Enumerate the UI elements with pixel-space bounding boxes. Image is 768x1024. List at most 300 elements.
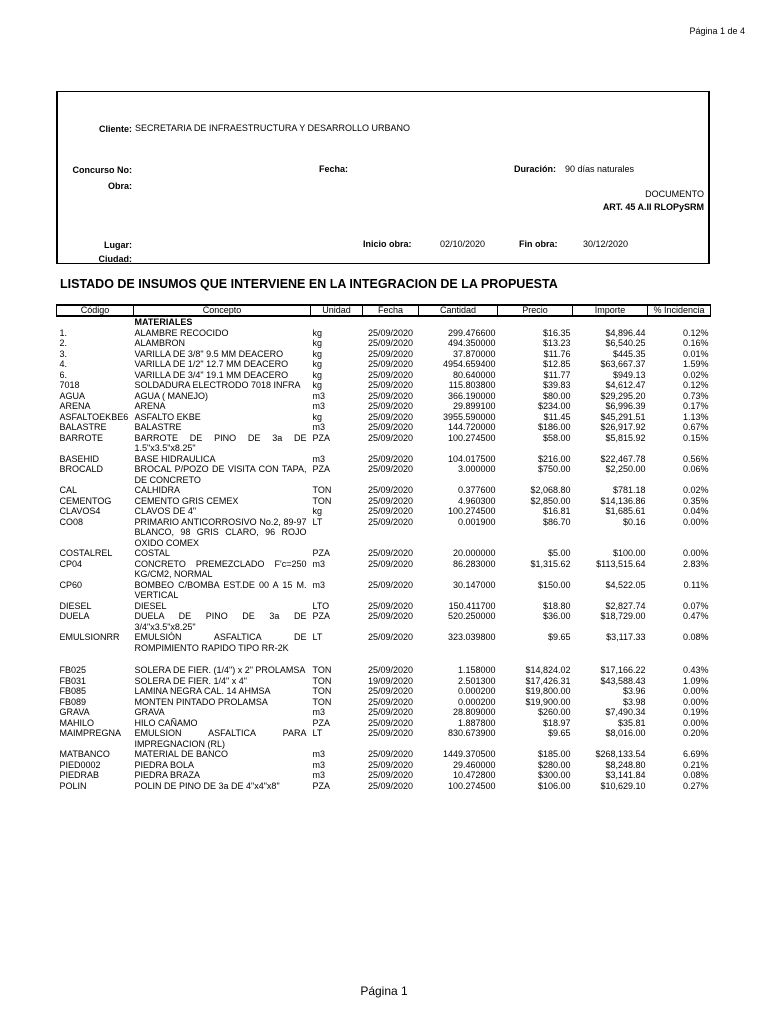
cell-codigo: MATBANCO <box>59 749 110 759</box>
cell-precio: $17,426.31 <box>525 675 571 686</box>
cell-codigo: BALASTRE <box>59 422 107 432</box>
cell-codigo: POLIN <box>59 780 87 791</box>
cell-precio: $11.76 <box>543 348 571 359</box>
cell-incidencia: 0.00% <box>682 717 709 728</box>
cell-cantidad: 323.039800 <box>447 632 496 642</box>
cell-importe: $2,827.74 <box>605 600 646 611</box>
cell-concepto: BALASTRE <box>134 422 182 432</box>
cell-concepto: MATERIAL DE BANCO <box>134 749 229 759</box>
table-row <box>57 401 711 412</box>
lugar-label: Lugar: <box>104 240 132 250</box>
table-row <box>57 328 711 339</box>
cell-fecha: 25/09/2020 <box>367 611 414 621</box>
cell-incidencia: 0.21% <box>682 759 709 770</box>
cell-fecha: 25/09/2020 <box>367 759 414 770</box>
cell-fecha: 25/09/2020 <box>367 665 414 675</box>
cell-importe: $3,117.33 <box>606 632 646 642</box>
cell-concepto: VARILLA DE 1/2" 12.7 MM DEACERO <box>134 359 289 369</box>
cell-codigo: ARENA <box>59 401 91 411</box>
cell-incidencia: 0.15% <box>682 432 709 443</box>
cell-fecha: 25/09/2020 <box>367 579 414 590</box>
cell-unidad: kg <box>312 348 323 359</box>
cell-precio: $18.97 <box>542 717 571 728</box>
cell-incidencia: 6.69% <box>682 749 709 759</box>
cell-concepto: VARILLA DE 3/8" 9.5 MM DEACERO <box>134 348 284 359</box>
cell-codigo: EMULSIONRR <box>59 632 120 642</box>
cell-unidad: m3 <box>312 759 326 770</box>
cell-importe: $29,295.20 <box>600 390 646 401</box>
cell-concepto: BASE HIDRAULICA <box>134 453 216 464</box>
cell-cantidad: 37.870000 <box>452 348 496 359</box>
articulo-text: ART. 45 A.II RLOPySRM <box>602 202 704 212</box>
cell-codigo: FB085 <box>59 686 87 696</box>
cell-importe: $35.81 <box>617 717 646 728</box>
cell-unidad: m3 <box>312 579 326 590</box>
concurso-label: Concurso No: <box>72 165 132 175</box>
cell-cantidad: 29.460000 <box>452 759 496 770</box>
inicio-obra-label: Inicio obra: <box>363 239 412 249</box>
cell-incidencia: 0.06% <box>682 464 709 474</box>
cell-importe: $949.13 <box>612 369 646 380</box>
col-header-fecha: Fecha <box>363 305 419 316</box>
cell-codigo: BASEHID <box>59 453 100 464</box>
cell-concepto: ARENA <box>134 401 166 411</box>
cell-cantidad: 0.377600 <box>457 485 496 495</box>
cell-unidad: LTO <box>312 600 330 611</box>
cell-importe: $14,136.86 <box>600 495 646 506</box>
cell-fecha: 25/09/2020 <box>367 338 414 348</box>
col-header-importe: Importe <box>573 305 648 316</box>
cell-codigo: CEMENTOG <box>59 495 112 506</box>
table-row <box>57 559 711 580</box>
cell-unidad: TON <box>312 495 332 506</box>
table-row <box>57 464 711 485</box>
col-header-codigo: Código <box>57 305 134 316</box>
cell-incidencia: 0.27% <box>682 780 709 791</box>
cell-precio: $86.70 <box>542 516 571 527</box>
cliente-value: SECRETARIA DE INFRAESTRUCTURA Y DESARROLLO URBANO <box>135 123 411 133</box>
cell-cantidad: 29.899100 <box>452 401 496 411</box>
cell-codigo: CO08 <box>59 516 84 527</box>
cell-concepto: DUELA DE PINO DE 3a DE 3/4"x3.5"x8.25" <box>134 611 307 632</box>
insumos-table <box>56 304 710 791</box>
footer-page-number: Página 1 <box>360 984 408 998</box>
cell-precio: $19,800.00 <box>525 686 571 696</box>
cell-importe: $5,815.92 <box>605 432 646 443</box>
cell-cantidad: 20.000000 <box>452 548 496 558</box>
header-box <box>56 91 710 264</box>
cell-incidencia: 0.02% <box>682 485 709 495</box>
cell-cantidad: 366.190000 <box>447 390 496 401</box>
cell-unidad: LT <box>312 728 323 738</box>
cell-fecha: 25/09/2020 <box>367 548 414 558</box>
cell-precio: $19,900.00 <box>525 696 571 707</box>
cell-unidad: m3 <box>312 453 326 464</box>
cell-fecha: 25/09/2020 <box>367 359 414 369</box>
duracion-value: 90 días naturales <box>565 164 635 174</box>
cell-concepto: MONTEN PINTADO PROLAMSA <box>134 696 268 707</box>
cell-unidad: kg <box>312 369 323 380</box>
cell-concepto: PIEDRA BOLA <box>134 759 195 770</box>
table-row <box>57 433 711 454</box>
cell-cantidad: 299.476600 <box>447 327 496 338</box>
cell-importe: $6,540.25 <box>605 338 646 348</box>
table-row <box>57 686 711 697</box>
document-title: LISTADO DE INSUMOS QUE INTERVIENE EN LA INTEGRACION DE LA PROPUESTA <box>60 277 558 291</box>
section-row <box>57 316 711 328</box>
cell-codigo: 3. <box>59 348 68 359</box>
cell-codigo: 4. <box>59 359 68 369</box>
table-row <box>57 412 711 423</box>
cell-incidencia: 0.20% <box>682 728 709 738</box>
cell-concepto: GRAVA <box>134 707 165 717</box>
cell-importe: $8,016.00 <box>605 728 646 738</box>
cell-fecha: 25/09/2020 <box>367 348 414 359</box>
cell-fecha: 25/09/2020 <box>367 411 414 422</box>
cliente-label: Cliente: <box>98 124 132 134</box>
cell-codigo: MAHILO <box>59 717 95 728</box>
cell-cantidad: 0.000200 <box>457 686 496 696</box>
cell-codigo: PIEDRAB <box>59 770 100 780</box>
cell-unidad: LT <box>312 516 323 527</box>
cell-importe: $43,588.43 <box>600 675 646 686</box>
cell-codigo: FB031 <box>59 675 87 686</box>
cell-cantidad: 830.673900 <box>447 728 496 738</box>
cell-cantidad: 144.720000 <box>447 422 496 432</box>
cell-cantidad: 100.274500 <box>447 780 496 791</box>
cell-precio: $234.00 <box>537 401 571 411</box>
cell-codigo: FB089 <box>59 696 87 707</box>
cell-codigo: 7018 <box>59 380 80 390</box>
cell-incidencia: 0.08% <box>682 632 709 642</box>
table-row <box>57 370 711 381</box>
cell-precio: $80.00 <box>542 390 571 401</box>
cell-unidad: kg <box>312 506 323 516</box>
cell-cantidad: 80.640000 <box>452 369 496 380</box>
cell-unidad: kg <box>312 380 323 390</box>
cell-precio: $12.85 <box>542 359 571 369</box>
cell-cantidad: 104.017500 <box>447 453 496 464</box>
cell-incidencia: 0.12% <box>682 327 709 338</box>
cell-cantidad: 150.411700 <box>448 600 496 611</box>
cell-importe: $4,522.05 <box>605 579 646 590</box>
cell-cantidad: 1449.370500 <box>442 749 496 759</box>
cell-precio: $2,850.00 <box>530 495 571 506</box>
cell-fecha: 19/09/2020 <box>367 675 414 686</box>
cell-precio: $13.23 <box>542 338 571 348</box>
cell-importe: $445.35 <box>612 348 646 359</box>
cell-importe: $4,612.47 <box>605 380 646 390</box>
cell-codigo: AGUA <box>59 390 86 401</box>
cell-cantidad: 100.274500 <box>447 506 496 516</box>
cell-cantidad: 30.147000 <box>452 579 496 590</box>
cell-concepto: ALAMBRON <box>134 338 186 348</box>
table-row <box>57 728 711 749</box>
table-row <box>57 707 711 718</box>
cell-precio: $2,068.80 <box>530 485 571 495</box>
cell-cantidad: 1.887800 <box>457 717 496 728</box>
cell-codigo: COSTALREL <box>59 548 113 558</box>
page-indicator: Página 1 de 4 <box>689 26 745 36</box>
cell-incidencia: 0.00% <box>682 686 709 696</box>
table-row <box>57 676 711 687</box>
cell-fecha: 25/09/2020 <box>367 432 414 443</box>
cell-precio: $186.00 <box>537 422 571 432</box>
section-label: MATERIALES <box>134 317 193 327</box>
cell-concepto: BOMBEO C/BOMBA EST.DE 00 A 15 M. VERTICAL <box>134 579 307 600</box>
cell-unidad: TON <box>312 485 332 495</box>
cell-unidad: LT <box>312 632 323 642</box>
cell-importe: $18,729.00 <box>600 611 646 621</box>
cell-cantidad: 28.809000 <box>452 707 496 717</box>
cell-incidencia: 0.00% <box>682 516 709 527</box>
cell-incidencia: 0.35% <box>682 495 709 506</box>
cell-importe: $6,996.39 <box>605 401 646 411</box>
cell-importe: $3.96 <box>622 686 646 696</box>
table-row <box>57 770 711 781</box>
cell-incidencia: 0.04% <box>682 506 709 516</box>
cell-concepto: CALHIDRA <box>134 485 181 495</box>
table-row <box>57 632 711 665</box>
table-row <box>57 422 711 433</box>
cell-unidad: TON <box>312 665 332 675</box>
cell-fecha: 25/09/2020 <box>367 464 414 474</box>
obra-label: Obra: <box>107 181 132 191</box>
cell-codigo: MAIMPREGNA <box>59 728 122 738</box>
cell-importe: $3.98 <box>622 696 646 707</box>
cell-incidencia: 0.07% <box>682 600 709 611</box>
cell-concepto: PIEDRA BRAZA <box>134 770 201 780</box>
cell-fecha: 25/09/2020 <box>367 632 414 642</box>
cell-concepto: CEMENTO GRIS CEMEX <box>134 495 239 506</box>
cell-cantidad: 2.501300 <box>457 675 496 686</box>
cell-fecha: 25/09/2020 <box>367 780 414 791</box>
cell-concepto: COSTAL <box>134 548 170 558</box>
cell-fecha: 25/09/2020 <box>367 369 414 380</box>
cell-precio: $58.00 <box>542 432 571 443</box>
cell-unidad: PZA <box>312 717 331 728</box>
cell-importe: $8,248.80 <box>605 759 646 770</box>
table-row <box>57 349 711 360</box>
table-row <box>57 749 711 760</box>
cell-unidad: kg <box>312 411 323 422</box>
cell-precio: $216.00 <box>537 453 571 464</box>
cell-codigo: 2. <box>59 338 68 348</box>
table-row <box>57 485 711 496</box>
cell-precio: $16.35 <box>542 327 571 338</box>
cell-precio: $1,315.62 <box>530 558 571 569</box>
cell-precio: $260.00 <box>537 707 571 717</box>
cell-importe: $100.00 <box>612 548 646 558</box>
cell-unidad: TON <box>312 696 332 707</box>
cell-cantidad: 0.001900 <box>457 516 496 527</box>
table-row <box>57 548 711 559</box>
cell-concepto: EMULSIÓN ASFALTICA DE ROMPIMIENTO RAPIDO TIPO RR-2K <box>134 632 307 653</box>
cell-incidencia: 0.56% <box>682 453 709 464</box>
cell-precio: $9.65 <box>547 728 571 738</box>
cell-fecha: 25/09/2020 <box>367 422 414 432</box>
cell-incidencia: 0.00% <box>682 548 709 558</box>
cell-unidad: m3 <box>312 422 326 432</box>
cell-fecha: 25/09/2020 <box>367 728 414 738</box>
cell-incidencia: 2.83% <box>682 558 709 569</box>
cell-cantidad: 3955.590000 <box>442 411 496 422</box>
cell-unidad: kg <box>312 338 323 348</box>
col-header-precio: Precio <box>498 305 573 316</box>
cell-codigo: FB025 <box>59 665 87 675</box>
cell-unidad: TON <box>312 675 332 686</box>
cell-concepto: ALAMBRE RECOCIDO <box>134 327 229 338</box>
ciudad-label: Ciudad: <box>98 254 132 264</box>
cell-unidad: PZA <box>312 611 331 621</box>
cell-importe: $268,133.54 <box>595 749 646 759</box>
cell-cantidad: 1.158000 <box>457 665 496 675</box>
col-header-concepto: Concepto <box>134 305 311 316</box>
cell-fecha: 25/09/2020 <box>367 401 414 411</box>
cell-cantidad: 3.000000 <box>457 464 496 474</box>
cell-precio: $18.80 <box>542 600 571 611</box>
table-header-row <box>57 305 711 316</box>
cell-cantidad: 100.274500 <box>447 432 496 443</box>
table-row <box>57 718 711 729</box>
cell-precio: $150.00 <box>537 579 571 590</box>
cell-precio: $5.00 <box>547 548 571 558</box>
table-row <box>57 697 711 708</box>
cell-cantidad: 4.960300 <box>457 495 496 506</box>
cell-fecha: 25/09/2020 <box>367 717 414 728</box>
cell-fecha: 25/09/2020 <box>367 770 414 780</box>
cell-importe: $113,515.64 <box>596 558 646 569</box>
table-row <box>57 496 711 507</box>
cell-importe: $17,166.22 <box>600 665 646 675</box>
cell-concepto: AGUA ( MANEJO) <box>134 390 209 401</box>
cell-concepto: SOLDADURA ELECTRODO 7018 INFRA <box>134 380 301 390</box>
cell-codigo: CP60 <box>59 579 83 590</box>
cell-precio: $185.00 <box>537 749 571 759</box>
cell-codigo: CAL <box>59 485 78 495</box>
cell-precio: $9.65 <box>547 632 571 642</box>
cell-unidad: PZA <box>312 548 331 558</box>
cell-codigo: DIESEL <box>59 600 92 611</box>
cell-concepto: SOLERA DE FIER. 1/4" x 4" <box>134 675 247 686</box>
cell-cantidad: 86.283000 <box>452 558 496 569</box>
cell-incidencia: 0.11% <box>683 579 709 590</box>
cell-concepto: VARILLA DE 3/4" 19.1 MM DEACERO <box>134 369 289 380</box>
cell-incidencia: 0.12% <box>682 380 709 390</box>
cell-fecha: 25/09/2020 <box>367 558 414 569</box>
cell-importe: $2,250.00 <box>605 464 646 474</box>
cell-cantidad: 494.350000 <box>447 338 496 348</box>
table-row <box>57 665 711 676</box>
fin-obra-label: Fin obra: <box>519 239 558 249</box>
cell-incidencia: 0.01% <box>682 348 709 359</box>
cell-incidencia: 0.02% <box>682 369 709 380</box>
cell-unidad: PZA <box>312 464 331 474</box>
cell-concepto: LAMINA NEGRA CAL. 14 AHMSA <box>134 686 271 696</box>
cell-precio: $39.83 <box>542 380 571 390</box>
cell-cantidad: 4954.659400 <box>442 359 496 369</box>
cell-codigo: PIED0002 <box>59 759 101 770</box>
cell-precio: $750.00 <box>537 464 571 474</box>
cell-concepto: SOLERA DE FIER. (1/4") x 2" PROLAMSA <box>134 665 306 675</box>
cell-precio: $106.00 <box>537 780 571 791</box>
cell-fecha: 25/09/2020 <box>367 327 414 338</box>
cell-cantidad: 0.000200 <box>457 696 496 707</box>
col-header-cantidad: Cantidad <box>419 305 498 316</box>
cell-unidad: PZA <box>312 780 331 791</box>
cell-cantidad: 115.803800 <box>448 380 496 390</box>
cell-importe: $63,667.37 <box>600 359 646 369</box>
cell-concepto: CLAVOS DE 4" <box>134 506 197 516</box>
col-header-unidad: Unidad <box>311 305 363 316</box>
cell-concepto: BROCAL P/POZO DE VISITA CON TAPA, DE CONCRETO <box>134 464 307 485</box>
cell-fecha: 25/09/2020 <box>367 686 414 696</box>
cell-unidad: PZA <box>312 432 331 443</box>
cell-incidencia: 0.08% <box>682 770 709 780</box>
cell-fecha: 25/09/2020 <box>367 495 414 506</box>
cell-precio: $36.00 <box>542 611 571 621</box>
cell-importe: $781.18 <box>612 485 646 495</box>
fin-obra-value: 30/12/2020 <box>583 239 629 249</box>
inicio-obra-value: 02/10/2020 <box>440 239 486 249</box>
cell-concepto: CONCRETO PREMEZCLADO F'c=250 KG/CM2, NORMAL <box>134 558 307 579</box>
table-row <box>57 781 711 792</box>
col-header-incidencia: % Incidencia <box>648 305 711 316</box>
cell-precio: $300.00 <box>537 770 571 780</box>
cell-unidad: m3 <box>312 390 326 401</box>
fecha-label: Fecha: <box>319 164 349 174</box>
cell-cantidad: 10.472800 <box>452 770 496 780</box>
cell-importe: $4,896.44 <box>605 327 646 338</box>
cell-importe: $0.16 <box>622 516 646 527</box>
duracion-label: Duración: <box>514 164 557 174</box>
cell-importe: $26,917.92 <box>600 422 646 432</box>
cell-unidad: kg <box>312 359 323 369</box>
cell-concepto: PRIMARIO ANTICORROSIVO No.2, 89-97 BLANCO, 98 GRIS CLARO, 96 ROJO OXIDO COMEX <box>134 516 307 548</box>
cell-incidencia: 0.67% <box>682 422 709 432</box>
cell-incidencia: 1.13% <box>682 411 709 422</box>
table-row <box>57 391 711 402</box>
cell-importe: $22,467.78 <box>600 453 646 464</box>
cell-incidencia: 0.47% <box>682 611 709 621</box>
cell-fecha: 25/09/2020 <box>367 516 414 527</box>
cell-precio: $16.81 <box>542 506 571 516</box>
cell-concepto: EMULSION ASFALTICA PARA IMPREGNACION (RL) <box>134 728 307 749</box>
cell-unidad: TON <box>312 686 332 696</box>
cell-codigo: ASFALTOEKBE6 <box>59 411 129 422</box>
cell-precio: $14,824.02 <box>525 665 571 675</box>
cell-unidad: m3 <box>312 707 326 717</box>
cell-codigo: DUELA <box>59 611 90 621</box>
cell-unidad: kg <box>312 327 323 338</box>
cell-codigo: BARROTE <box>59 432 104 443</box>
cell-codigo: 6. <box>59 369 68 380</box>
cell-unidad: m3 <box>312 401 326 411</box>
cell-codigo: GRAVA <box>59 707 90 717</box>
cell-fecha: 25/09/2020 <box>367 600 414 611</box>
cell-codigo: CP04 <box>59 558 83 569</box>
cell-fecha: 25/09/2020 <box>367 485 414 495</box>
table-row <box>57 611 711 632</box>
cell-concepto: ASFALTO EKBE <box>134 411 201 422</box>
cell-fecha: 25/09/2020 <box>367 506 414 516</box>
cell-concepto: HILO CAÑAMO <box>134 717 198 728</box>
cell-incidencia: 0.17% <box>682 401 709 411</box>
cell-incidencia: 0.16% <box>682 338 709 348</box>
cell-codigo: CLAVOS4 <box>59 506 101 516</box>
cell-unidad: m3 <box>312 770 326 780</box>
cell-importe: $10,629.10 <box>600 780 646 791</box>
